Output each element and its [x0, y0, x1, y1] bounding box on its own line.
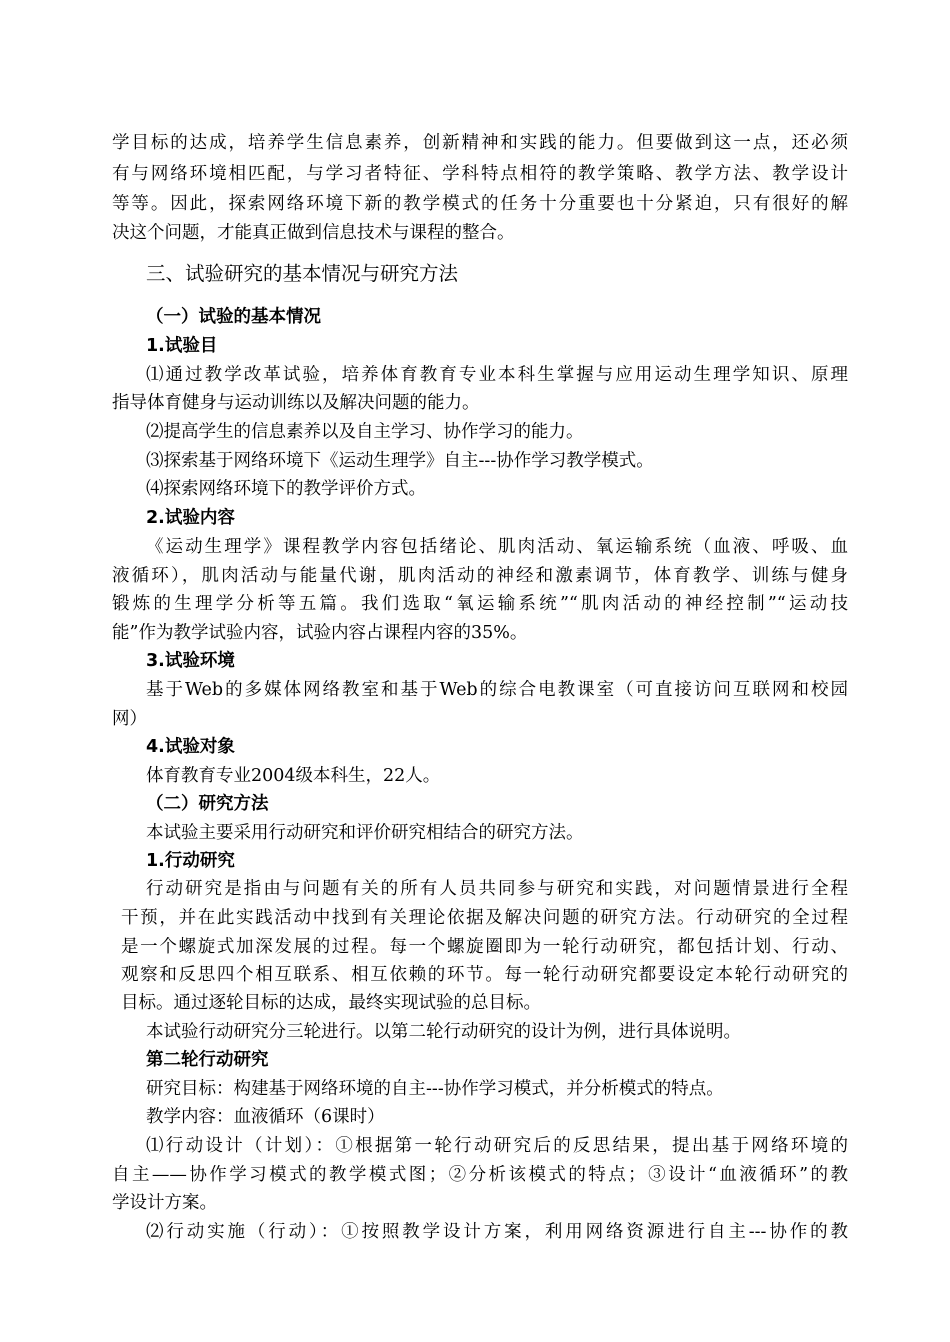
content-line-4: 能”作为教学试验内容，试验内容占课程内容的35%。	[112, 623, 528, 643]
round2-heading: 第二轮行动研究	[146, 1050, 269, 1070]
subjects-text: 体育教育专业2004级本科生，22人。	[146, 766, 441, 786]
item-heading-content: 2.试验内容	[146, 508, 235, 528]
item-heading-environment: 3.试验环境	[146, 651, 235, 671]
purpose-2: ⑵提高学生的信息素养以及自主学习、协作学习的能力。	[146, 422, 584, 442]
purpose-1-line-1: ⑴通过教学改革试验，培养体育教育专业本科生掌握与应用运动生理学知识、原理	[146, 365, 848, 385]
action-research-rounds: 本试验行动研究分三轮进行。以第二轮行动研究的设计为例，进行具体说明。	[146, 1022, 741, 1042]
item-heading-subjects: 4.试验对象	[146, 737, 235, 757]
content-line-3: 锻炼的生理学分析等五篇。我们选取“氧运输系统”“肌肉活动的神经控制”“运动技	[112, 594, 848, 614]
subsection-heading-1: （一）试验的基本情况	[146, 307, 321, 327]
action-research-line-4: 观察和反思四个相互联系、相互依赖的环节。每一轮行动研究都要设定本轮行动研究的	[121, 965, 848, 985]
item-heading-purpose: 1.试验目	[146, 336, 218, 356]
environment-line-2: 网）	[112, 709, 147, 729]
step2-line-1: ⑵行动实施（行动）：①按照教学设计方案，利用网络资源进行自主---协作的教	[146, 1222, 848, 1242]
action-research-line-1: 行动研究是指由与问题有关的所有人员共同参与研究和实践，对问题情景进行全程	[146, 879, 848, 899]
round2-goal: 研究目标：构建基于网络环境的自主---协作学习模式，并分析模式的特点。	[146, 1079, 724, 1099]
action-research-line-2: 干预，并在此实践活动中找到有关理论依据及解决问题的研究方法。行动研究的全过程	[121, 908, 848, 928]
round2-content: 教学内容：血液循环（6课时）	[146, 1107, 385, 1127]
step1-line-3: 学设计方案。	[112, 1193, 217, 1213]
action-research-line-5: 目标。通过逐轮目标的达成，最终实现试验的总目标。	[121, 993, 541, 1013]
intro-line-1: 学目标的达成，培养学生信息素养，创新精神和实践的能力。但要做到这一点，还必须	[112, 133, 848, 153]
environment-line-1: 基于Web的多媒体网络教室和基于Web的综合电教课室（可直接访问互联网和校园	[146, 680, 848, 700]
method-heading-action-research: 1.行动研究	[146, 851, 235, 871]
purpose-1-line-2: 指导体育健身与运动训练以及解决问题的能力。	[112, 393, 480, 413]
purpose-3: ⑶探索基于网络环境下《运动生理学》自主---协作学习教学模式。	[146, 451, 654, 471]
content-line-2: 液循环），肌肉活动与能量代谢，肌肉活动的神经和激素调节，体育教学、训练与健身	[112, 566, 848, 586]
intro-line-3: 等等。因此，探索网络环境下新的教学模式的任务十分重要也十分紧迫，只有很好的解	[112, 194, 848, 214]
step1-line-2: 自主——协作学习模式的教学模式图；②分析该模式的特点；③设计“血液循环”的教	[112, 1165, 848, 1185]
action-research-line-3: 是一个螺旋式加深发展的过程。每一个螺旋圈即为一轮行动研究，都包括计划、行动、	[121, 937, 848, 957]
subsection-heading-2: （二）研究方法	[146, 794, 269, 814]
intro-line-2: 有与网络环境相匹配，与学习者特征、学科特点相符的教学策略、教学方法、教学设计	[112, 164, 848, 184]
methods-intro: 本试验主要采用行动研究和评价研究相结合的研究方法。	[146, 823, 584, 843]
content-line-1: 《运动生理学》课程教学内容包括绪论、肌肉活动、氧运输系统（血液、呼吸、血	[146, 537, 848, 557]
step1-line-1: ⑴行动设计（计划）：①根据第一轮行动研究后的反思结果，提出基于网络环境的	[146, 1136, 848, 1156]
intro-line-4: 决这个问题，才能真正做到信息技术与课程的整合。	[112, 223, 515, 243]
purpose-4: ⑷探索网络环境下的教学评价方式。	[146, 479, 426, 499]
section-heading: 三、试验研究的基本情况与研究方法	[146, 262, 459, 285]
